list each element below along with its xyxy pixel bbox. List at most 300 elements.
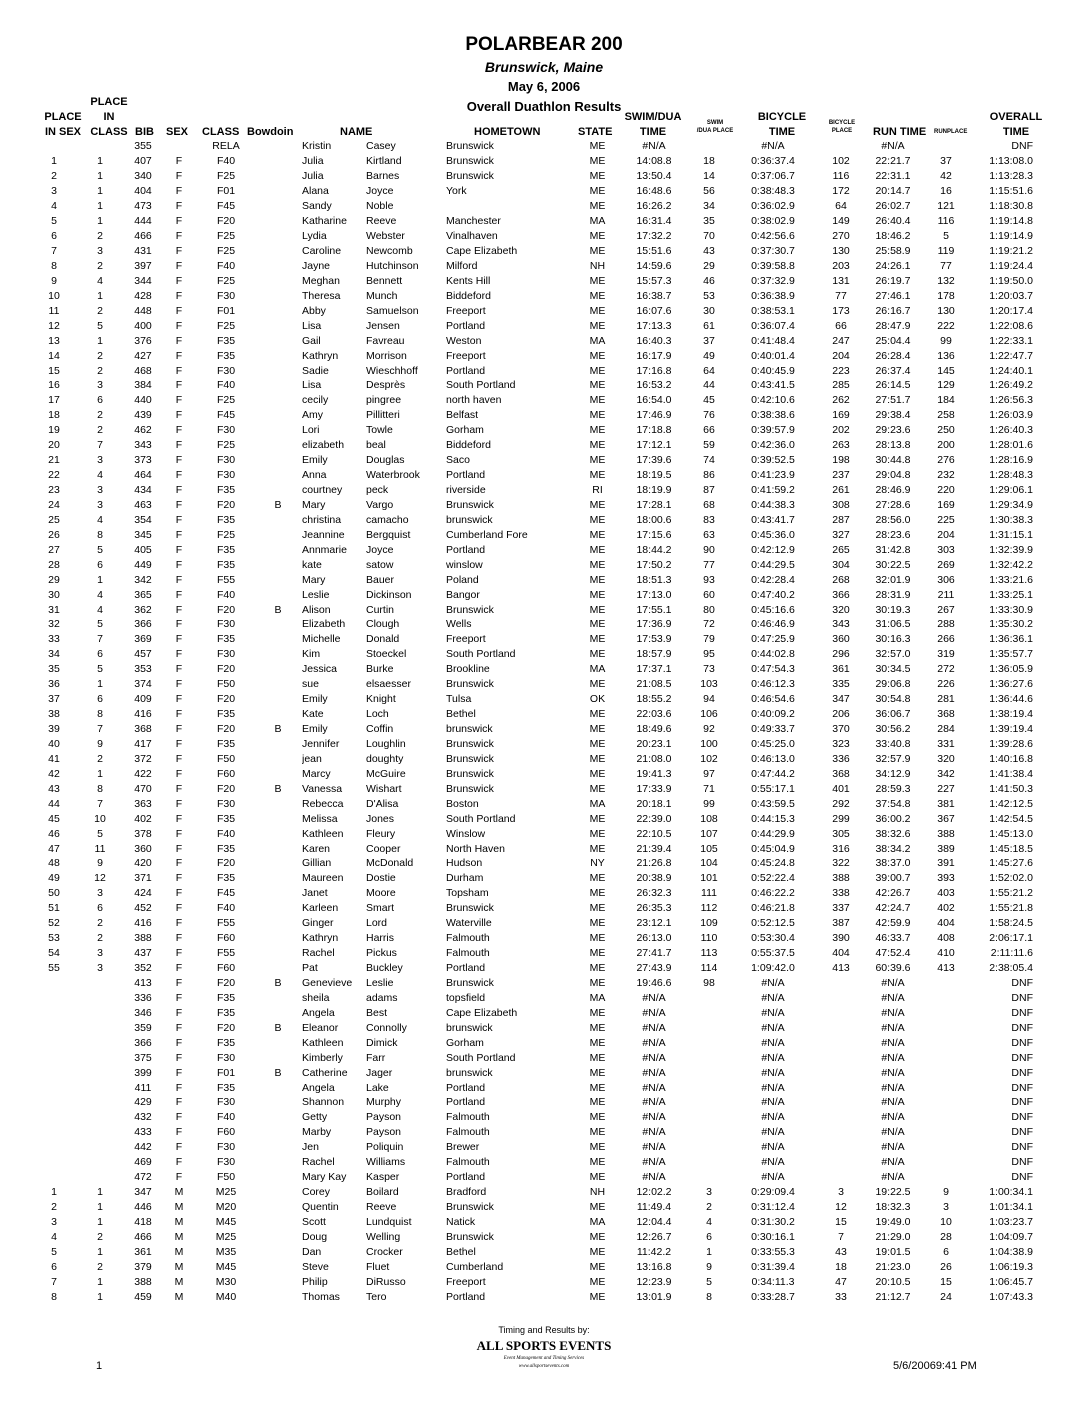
cell-class: F60: [216, 767, 236, 780]
cell-bib: 459: [134, 1290, 152, 1303]
cell-overall-time: DNF: [1011, 1171, 1033, 1184]
cell-bowdoin: [254, 1095, 302, 1110]
cell-first-name: Karen: [302, 842, 331, 855]
cell-bicycle-place: 77: [835, 289, 847, 302]
cell-swim-place: 71: [703, 782, 715, 795]
cell-first-name: Katharine: [302, 215, 347, 228]
cell-bowdoin: [254, 587, 302, 602]
cell-place-in-sex: 7: [51, 245, 57, 258]
cell-run-time: 22:21.7: [875, 155, 911, 168]
cell-swim-place: 68: [703, 498, 715, 511]
cell-last-name: Waterbrook: [366, 469, 420, 482]
cell-run-time: 38:34.2: [875, 842, 911, 855]
cell-run-place: 99: [940, 334, 952, 347]
cell-state: ME: [589, 962, 606, 975]
cell-first-name: elizabeth: [302, 439, 345, 452]
table-row: [34, 438, 1033, 453]
cell-swim-place: 29: [703, 259, 715, 272]
cell-first-name: jean: [302, 752, 322, 765]
cell-swim-time: 18:19.9: [636, 484, 672, 497]
cell-run-time: 36:06.7: [875, 708, 911, 721]
cell-overall-time: 1:06:19.3: [989, 1260, 1033, 1273]
cell-class: F35: [216, 633, 236, 646]
cell-place-in-class: 3: [97, 947, 103, 960]
cell-last-name: Loughlin: [366, 737, 406, 750]
cell-bowdoin: [254, 154, 302, 169]
cell-swim-time: #N/A: [642, 1036, 666, 1049]
cell-bicycle-place: 202: [832, 424, 850, 437]
cell-place-in-sex: [34, 1035, 74, 1050]
cell-run-place: 222: [937, 319, 955, 332]
cell-class: F35: [216, 708, 236, 721]
cell-run-time: 26:16.7: [875, 304, 911, 317]
cell-bib: 413: [134, 976, 152, 989]
cell-place-in-class: 2: [97, 259, 103, 272]
cell-run-place: 178: [937, 289, 955, 302]
cell-swim-place: 6: [706, 1230, 712, 1243]
cell-state: ME: [589, 1036, 606, 1049]
cell-hometown: Saco: [446, 454, 470, 467]
cell-run-place: 136: [937, 349, 955, 362]
cell-bicycle-place: [817, 1065, 865, 1080]
cell-overall-time: 1:19:24.4: [989, 259, 1033, 272]
cell-place-in-sex: 1: [51, 155, 57, 168]
cell-run-time: 20:14.7: [875, 185, 911, 198]
cell-class: F30: [216, 424, 236, 437]
cell-state: NH: [589, 1186, 606, 1199]
cell-first-name: Lydia: [302, 230, 327, 243]
cell-place-in-class: [74, 1170, 126, 1185]
col-bicycle-place-l1: BICYCLE: [828, 120, 856, 126]
cell-run-time: 21:12.7: [875, 1290, 911, 1303]
cell-bib: 428: [134, 289, 152, 302]
cell-overall-time: 1:13:08.0: [989, 155, 1033, 168]
cell-run-place: 37: [940, 155, 952, 168]
cell-bicycle-time: 0:44:02.8: [751, 648, 795, 661]
cell-overall-time: 1:06:45.7: [989, 1275, 1033, 1288]
cell-bib: 340: [134, 170, 152, 183]
cell-bicycle-place: [817, 1020, 865, 1035]
cell-swim-place: 3: [706, 1186, 712, 1199]
cell-first-name: Jeannine: [302, 528, 345, 541]
cell-state: ME: [589, 424, 606, 437]
table-row: [34, 841, 1033, 856]
cell-run-place: 129: [937, 379, 955, 392]
cell-swim-place: 8: [706, 1290, 712, 1303]
cell-bicycle-place: 413: [832, 962, 850, 975]
cell-overall-time: 1:22:47.7: [989, 349, 1033, 362]
cell-bicycle-place: 268: [832, 573, 850, 586]
cell-place-in-sex: 43: [48, 782, 60, 795]
cell-run-place: 381: [937, 797, 955, 810]
cell-bicycle-time: #N/A: [761, 976, 785, 989]
cell-bicycle-time: 0:30:16.1: [751, 1230, 795, 1243]
cell-state: ME: [589, 812, 606, 825]
cell-swim-place: 9: [706, 1260, 712, 1273]
cell-swim-time: 18:51.3: [636, 573, 672, 586]
col-bicycle-time-l1: BICYCLE: [757, 111, 807, 123]
cell-class: F25: [216, 230, 236, 243]
table-row: [34, 886, 1033, 901]
cell-swim-place: 114: [700, 962, 718, 975]
cell-hometown: Brunswick: [446, 976, 494, 989]
cell-bowdoin: [254, 737, 302, 752]
cell-bicycle-place: 360: [832, 633, 850, 646]
cell-place-in-class: 2: [97, 364, 103, 377]
table-row: [34, 662, 1033, 677]
cell-last-name: elsaesser: [366, 678, 411, 691]
cell-bicycle-place: 12: [835, 1201, 847, 1214]
cell-bowdoin: B: [274, 1066, 282, 1079]
cell-hometown: Falmouth: [446, 932, 490, 945]
cell-first-name: Mary: [302, 573, 326, 586]
cell-last-name: satow: [366, 558, 394, 571]
cell-bicycle-place: 368: [832, 767, 850, 780]
cell-last-name: Joyce: [366, 185, 394, 198]
cell-place-in-sex: [34, 1170, 74, 1185]
cell-bowdoin: [254, 1155, 302, 1170]
cell-bicycle-place: 347: [832, 693, 850, 706]
cell-hometown: brunswick: [446, 1021, 493, 1034]
cell-last-name: adams: [366, 991, 398, 1004]
cell-bib: 457: [134, 648, 152, 661]
cell-class: F55: [216, 947, 236, 960]
cell-overall-time: DNF: [1011, 140, 1033, 153]
cell-bicycle-time: 0:38:02.9: [751, 215, 795, 228]
cell-run-time: #N/A: [881, 1096, 905, 1109]
cell-bicycle-time: 0:31:30.2: [751, 1215, 795, 1228]
cell-state: ME: [589, 588, 606, 601]
cell-state: ME: [589, 573, 606, 586]
cell-swim-place: [689, 1095, 729, 1110]
cell-sex: F: [175, 1036, 183, 1049]
cell-overall-time: 1:55:21.8: [989, 902, 1033, 915]
cell-state: MA: [589, 991, 606, 1004]
cell-bowdoin: [254, 333, 302, 348]
cell-bicycle-place: [817, 976, 865, 991]
cell-swim-place: 83: [703, 513, 715, 526]
cell-bib: 371: [134, 872, 152, 885]
cell-bicycle-time: 0:39:52.5: [751, 454, 795, 467]
cell-sex: F: [175, 200, 183, 213]
cell-hometown: Portland: [446, 469, 486, 482]
cell-class: F55: [216, 573, 236, 586]
cell-place-in-class: 2: [97, 1260, 103, 1273]
cell-swim-time: 15:51.6: [636, 245, 672, 258]
cell-last-name: Moore: [366, 887, 396, 900]
cell-bib: 361: [134, 1245, 152, 1258]
cell-overall-time: DNF: [1011, 1066, 1033, 1079]
table-row: [34, 990, 1033, 1005]
cell-overall-time: 1:22:33.1: [989, 334, 1033, 347]
cell-bicycle-time: 0:38:48.3: [751, 185, 795, 198]
cell-place-in-class: 1: [97, 1290, 103, 1303]
cell-bicycle-time: #N/A: [761, 1066, 785, 1079]
cell-swim-place: 102: [700, 752, 718, 765]
cell-run-time: 28:59.3: [875, 782, 911, 795]
cell-sex: F: [175, 947, 183, 960]
cell-place-in-sex: 4: [51, 200, 57, 213]
cell-hometown: South Portland: [446, 812, 516, 825]
cell-last-name: Poliquin: [366, 1141, 404, 1154]
cell-run-time: 32:57.0: [875, 648, 911, 661]
cell-sex: F: [175, 1006, 183, 1019]
cell-run-place: 319: [937, 648, 955, 661]
cell-place-in-sex: 17: [48, 394, 60, 407]
cell-state: ME: [589, 155, 606, 168]
cell-class: F25: [216, 439, 236, 452]
table-row: [34, 184, 1033, 199]
cell-run-place: [921, 976, 971, 991]
cell-bicycle-time: 0:46:54.6: [751, 693, 795, 706]
cell-bicycle-time: 0:41:59.2: [751, 484, 795, 497]
cell-last-name: Payson: [366, 1111, 402, 1124]
cell-bicycle-time: 0:37:30.7: [751, 245, 795, 258]
cell-state: ME: [589, 230, 606, 243]
cell-place-in-class: [74, 139, 126, 154]
cell-last-name: Murphy: [366, 1096, 402, 1109]
cell-hometown: Portland: [446, 1081, 486, 1094]
cell-place-in-sex: [34, 1110, 74, 1125]
cell-swim-place: 76: [703, 409, 715, 422]
cell-bowdoin: [254, 438, 302, 453]
cell-sex: F: [175, 872, 183, 885]
cell-place-in-sex: 27: [48, 543, 60, 556]
cell-hometown: Falmouth: [446, 1126, 490, 1139]
cell-place-in-class: 5: [97, 618, 103, 631]
cell-bib: 359: [134, 1021, 152, 1034]
table-row: [34, 647, 1033, 662]
cell-bicycle-place: 327: [832, 528, 850, 541]
cell-swim-time: 12:23.9: [636, 1275, 672, 1288]
cell-swim-time: 20:23.1: [636, 737, 672, 750]
cell-place-in-class: 8: [97, 708, 103, 721]
cell-state: ME: [589, 976, 606, 989]
cell-run-place: [921, 1140, 971, 1155]
cell-place-in-sex: [34, 1065, 74, 1080]
cell-place-in-sex: [34, 1020, 74, 1035]
cell-swim-place: [689, 1050, 729, 1065]
cell-run-place: 184: [937, 394, 955, 407]
cell-hometown: riverside: [446, 484, 486, 497]
cell-class: M45: [215, 1215, 237, 1228]
cell-bicycle-place: 102: [832, 155, 850, 168]
cell-first-name: Rachel: [302, 947, 335, 960]
cell-overall-time: DNF: [1011, 1126, 1033, 1139]
cell-bowdoin: [254, 647, 302, 662]
cell-swim-place: 97: [703, 767, 715, 780]
cell-hometown: Bangor: [446, 588, 480, 601]
table-row: [34, 946, 1033, 961]
cell-last-name: Dimick: [366, 1036, 398, 1049]
cell-hometown: Freeport: [446, 304, 486, 317]
cell-state: ME: [589, 887, 606, 900]
cell-place-in-sex: 7: [51, 1275, 57, 1288]
cell-sex: F: [175, 394, 183, 407]
cell-overall-time: 1:58:24.5: [989, 917, 1033, 930]
cell-run-time: #N/A: [881, 976, 905, 989]
cell-hometown: Brunswick: [446, 603, 494, 616]
cell-place-in-sex: 12: [48, 319, 60, 332]
cell-state: ME: [589, 289, 606, 302]
col-overall: [985, 110, 1047, 140]
table-row: [34, 707, 1033, 722]
table-row: [34, 677, 1033, 692]
cell-bib: 336: [134, 991, 152, 1004]
cell-run-time: 32:57.9: [875, 752, 911, 765]
cell-swim-time: 17:55.1: [636, 603, 672, 616]
cell-state: RI: [592, 484, 603, 497]
cell-first-name: Maureen: [302, 872, 344, 885]
cell-place-in-class: 1: [97, 1201, 103, 1214]
cell-bib: 473: [134, 200, 152, 213]
cell-last-name: Stoeckel: [366, 648, 407, 661]
cell-run-time: 31:06.5: [875, 618, 911, 631]
company-tagline: Event Management and Timing Services: [503, 1356, 585, 1361]
cell-last-name: doughty: [366, 752, 404, 765]
cell-bowdoin: [254, 1080, 302, 1095]
cell-bib: 405: [134, 543, 152, 556]
cell-bicycle-time: 0:36:38.9: [751, 289, 795, 302]
cell-bib: 409: [134, 693, 152, 706]
cell-state: ME: [589, 513, 606, 526]
cell-class: F30: [216, 1141, 236, 1154]
cell-class: F35: [216, 513, 236, 526]
cell-first-name: Scott: [302, 1215, 326, 1228]
cell-run-time: 34:12.9: [875, 767, 911, 780]
cell-state: ME: [589, 1245, 606, 1258]
table-row: [34, 1080, 1033, 1095]
cell-bowdoin: [254, 1140, 302, 1155]
cell-swim-place: 1: [706, 1245, 712, 1258]
cell-run-place: 413: [937, 962, 955, 975]
cell-class: F01: [216, 304, 236, 317]
cell-bicycle-place: 270: [832, 230, 850, 243]
cell-hometown: brunswick: [446, 1066, 493, 1079]
table-row: [34, 1259, 1033, 1274]
table-row: [34, 244, 1033, 259]
table-row: [34, 333, 1033, 348]
cell-bicycle-time: 0:43:41.7: [751, 513, 795, 526]
cell-hometown: Bethel: [446, 1245, 476, 1258]
table-row: [34, 273, 1033, 288]
cell-run-time: #N/A: [881, 1141, 905, 1154]
cell-bicycle-time: 0:37:06.7: [751, 170, 795, 183]
cell-overall-time: DNF: [1011, 976, 1033, 989]
cell-bowdoin: B: [274, 498, 282, 511]
cell-run-time: 29:04.8: [875, 469, 911, 482]
cell-run-time: 28:47.9: [875, 319, 911, 332]
table-row: [34, 1244, 1033, 1259]
cell-place-in-class: 4: [97, 274, 103, 287]
cell-swim-place: 94: [703, 693, 715, 706]
cell-sex: F: [175, 289, 183, 302]
cell-swim-place: 44: [703, 379, 715, 392]
cell-last-name: Vargo: [366, 498, 394, 511]
cell-run-time: 28:31.9: [875, 588, 911, 601]
cell-hometown: Gorham: [446, 424, 484, 437]
cell-run-time: 28:46.9: [875, 484, 911, 497]
table-row: [34, 632, 1033, 647]
cell-class: F20: [216, 857, 236, 870]
cell-swim-time: 11:42.2: [636, 1245, 672, 1258]
cell-swim-time: 17:36.9: [636, 618, 672, 631]
cell-bib: 420: [134, 857, 152, 870]
cell-state: ME: [589, 947, 606, 960]
cell-run-time: 29:38.4: [875, 409, 911, 422]
cell-bicycle-time: 0:39:57.9: [751, 424, 795, 437]
cell-bicycle-place: 337: [832, 902, 850, 915]
cell-overall-time: 1:39:19.4: [989, 723, 1033, 736]
cell-place-in-sex: 24: [48, 498, 60, 511]
cell-bib: 342: [134, 573, 152, 586]
cell-swim-place: 35: [703, 215, 715, 228]
cell-run-time: 26:37.4: [875, 364, 911, 377]
cell-hometown: Cape Elizabeth: [446, 245, 518, 258]
cell-bicycle-time: 0:31:39.4: [751, 1260, 795, 1273]
col-hometown: HOMETOWN: [474, 126, 541, 138]
cell-swim-place: 72: [703, 618, 715, 631]
table-row: [34, 557, 1033, 572]
cell-first-name: Karleen: [302, 902, 339, 915]
cell-bowdoin: B: [274, 603, 282, 616]
cell-place-in-class: 1: [97, 289, 103, 302]
cell-place-in-sex: 54: [48, 947, 60, 960]
cell-first-name: sheila: [302, 991, 330, 1004]
cell-run-time: 27:51.7: [875, 394, 911, 407]
cell-bib: 463: [134, 498, 152, 511]
cell-last-name: Crocker: [366, 1245, 403, 1258]
table-row: [34, 617, 1033, 632]
cell-bowdoin: [254, 139, 302, 154]
cell-place-in-class: 2: [97, 424, 103, 437]
cell-hometown: Tulsa: [446, 693, 472, 706]
cell-last-name: McGuire: [366, 767, 406, 780]
cell-bicycle-time: 0:46:13.0: [751, 752, 795, 765]
cell-run-time: 37:54.8: [875, 797, 911, 810]
cell-sex: F: [175, 334, 183, 347]
cell-swim-time: #N/A: [642, 1006, 666, 1019]
cell-place-in-class: 7: [97, 633, 103, 646]
cell-swim-time: #N/A: [642, 1156, 666, 1169]
cell-class: F25: [216, 170, 236, 183]
cell-sex: F: [175, 767, 183, 780]
table-row: [34, 1140, 1033, 1155]
cell-place-in-class: 11: [94, 842, 106, 855]
cell-swim-time: 16:31.4: [636, 215, 672, 228]
cell-state: ME: [589, 603, 606, 616]
cell-class: F55: [216, 917, 236, 930]
cell-place-in-sex: 11: [48, 304, 60, 317]
cell-place-in-sex: [34, 1095, 74, 1110]
cell-bicycle-place: 247: [832, 334, 850, 347]
cell-last-name: Clough: [366, 618, 400, 631]
table-row: [34, 1170, 1033, 1185]
cell-last-name: Reeve: [366, 1201, 397, 1214]
cell-first-name: Julia: [302, 170, 324, 183]
cell-state: ME: [589, 767, 606, 780]
table-row: [34, 1035, 1033, 1050]
cell-run-place: 10: [940, 1215, 952, 1228]
cell-swim-place: 37: [703, 334, 715, 347]
cell-first-name: Michelle: [302, 633, 341, 646]
cell-last-name: Webster: [366, 230, 405, 243]
cell-class: F60: [216, 1126, 236, 1139]
cell-overall-time: 1:20:03.7: [989, 289, 1033, 302]
cell-swim-time: 16:53.2: [636, 379, 672, 392]
cell-bib: 345: [134, 528, 152, 541]
cell-state: ME: [589, 394, 606, 407]
